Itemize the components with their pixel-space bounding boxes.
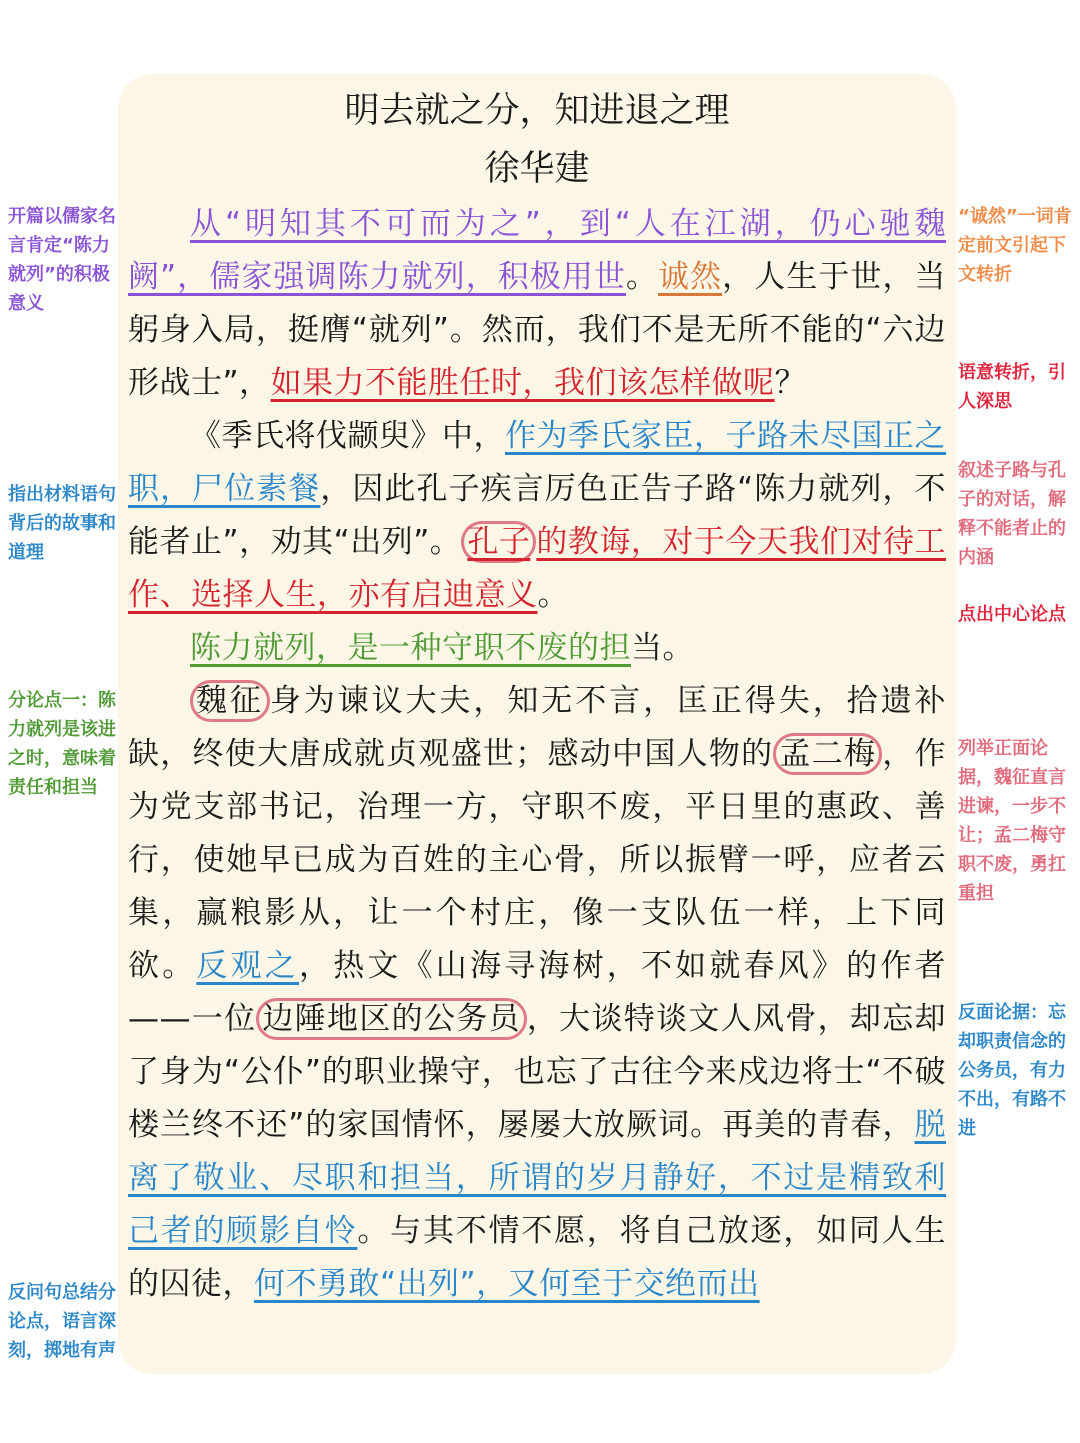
note-right-negative: 反面论据：忘却职责信念的公务员，有力不出，有路不进 [958, 1002, 1066, 1139]
central-thesis: 的教诲，对于今天我们对待工作、选择人生，亦有启迪意义 [128, 524, 947, 613]
article-title: 明去就之分，知进退之理 [344, 91, 730, 131]
note-right-dialogue: 叙述子路与孔子的对话，解释不能者止的内涵 [958, 460, 1066, 568]
paragraph-2 [128, 410, 946, 622]
turning-question: 如果力不能胜任时，我们该怎样做呢 [270, 365, 775, 401]
material-story: 作为季氏家臣，子路未尽国正之职，尸位素餐 [128, 418, 946, 507]
paragraph-3 [128, 622, 946, 675]
note-left-question: 反问句总结分论点，语言深刻，掷地有声 [8, 1282, 116, 1361]
text-span: ？ [774, 365, 807, 401]
note-right-thesis: 点出中心论点 [958, 604, 1066, 625]
circled-confucius: 孔子 [461, 521, 536, 563]
sub-thesis-one: 陈力就列，是一种守职不废的担 [190, 630, 631, 666]
text-span: ，大谈特谈文人风骨，却忘却了身为“公仆”的职业操守，也忘了古往今来戍边将士“不破楼兰终不还”的家国情怀，屡屡大放厥词。再美的青春， [128, 1001, 947, 1143]
circled-weizheng: 魏征 [190, 680, 270, 722]
rhetorical-question: 何不勇敢“出列”，又何至于交绝而出 [254, 1266, 760, 1302]
paragraph-4 [128, 675, 946, 1311]
text-span: ，作为党支部书记，治理一方，守职不废，平日里的惠政、善行，使她早已成为百姓的主心骨，所以振臂一呼，应者云集，赢粮影从，让一个村庄，像一支队伍一样，上下同欲。 [128, 736, 947, 984]
text-span: 《季氏将伐颛臾》中， [190, 418, 505, 454]
text-span: 。 [537, 577, 569, 613]
note-right-positive: 列举正面论据，魏征直言进谏，一步不让；孟二梅守职不废，勇扛重担 [958, 738, 1066, 904]
article-body [128, 198, 946, 1311]
text-span: ，热文《山海寻海树，不如就春风》的作者——一位 [128, 948, 947, 1037]
note-right-chengran: “诚然”一词肯定前文引起下文转折 [958, 206, 1072, 285]
note-right-turn: 语意转折，引人深思 [958, 362, 1066, 412]
text-span: 。与其不情不愿，将自己放逐，如同人生的囚徒， [128, 1213, 947, 1302]
opening-quote: 从“明知其不可而为之”，到“人在江湖，仍心驰魏阙”，儒家强调陈力就列，积极用世 [128, 206, 946, 295]
text-span: 当。 [631, 630, 694, 666]
article-author: 徐华建 [484, 149, 590, 189]
note-left-material: 指出材料语句背后的故事和道理 [8, 484, 116, 563]
transition-word: 诚然 [658, 259, 723, 295]
text-span: 。 [625, 259, 659, 295]
text-span: 身为谏议大夫，知无不言，匡正得失，拾遗补缺，终使大唐成就贞观盛世；感动中国人物的 [128, 683, 947, 772]
paragraph-1 [128, 198, 946, 410]
negative-conclusion: 脱离了敬业、尽职和担当，所谓的岁月静好，不过是精致利己者的顾影自怜 [128, 1107, 946, 1249]
circled-official: 边陲地区的公务员 [256, 998, 526, 1040]
note-left-subthesis: 分论点一：陈力就列是该进之时，意味着责任和担当 [8, 690, 116, 798]
text-span: ，人生于世，当躬身入局，挺膺“就列”。然而，我们不是无所不能的“六边形战士”， [128, 259, 947, 401]
text-span: ，因此孔子疾言厉色正告子路“陈力就列，不能者止”，劝其“出列”。 [128, 471, 947, 560]
note-left-opening: 开篇以儒家名言肯定“陈力就列”的积极意义 [8, 206, 116, 314]
contrast-word: 反观之 [196, 948, 299, 984]
circled-mengermei: 孟二梅 [773, 733, 882, 775]
